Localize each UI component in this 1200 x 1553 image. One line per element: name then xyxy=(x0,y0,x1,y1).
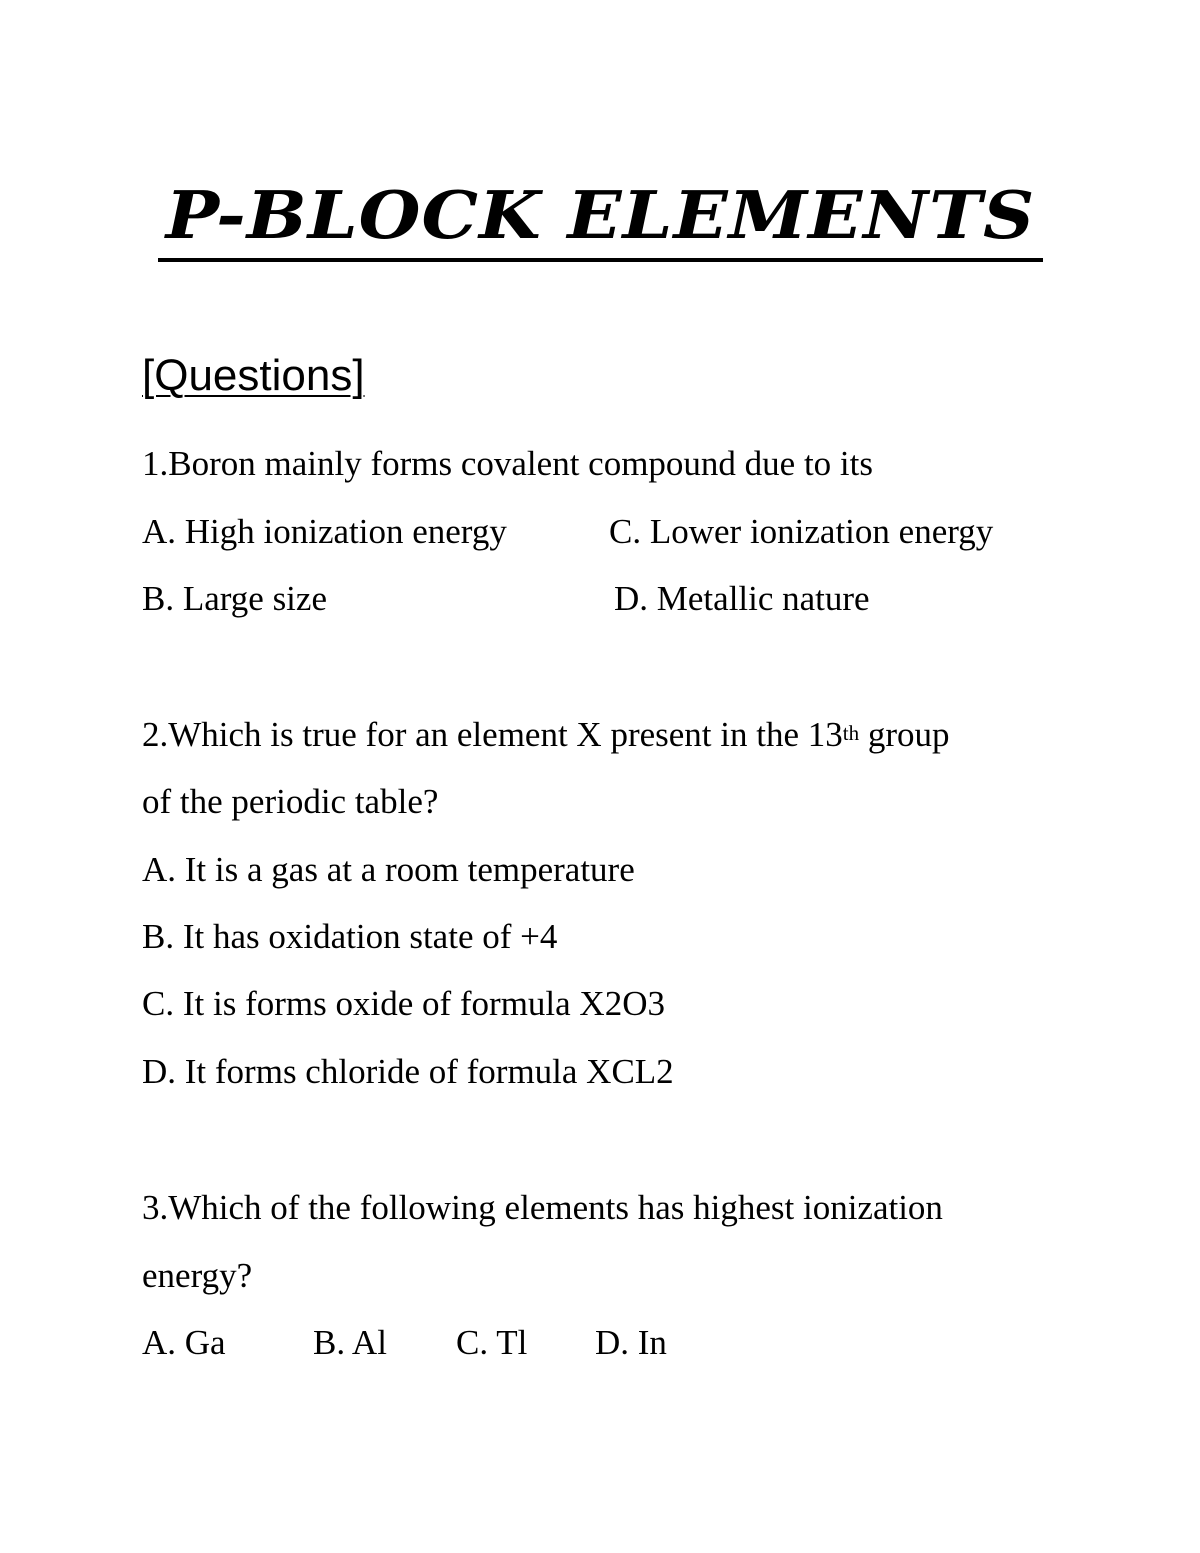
question-2-option-d: D. It forms chloride of formula XCL2 xyxy=(142,1052,674,1091)
question-3-option-d: D. In xyxy=(595,1323,667,1362)
page-title-text: P-BLOCK ELEMENTS xyxy=(165,176,1036,254)
question-2-option-b: B. It has oxidation state of +4 xyxy=(142,917,558,956)
question-2-stem-text-end: group xyxy=(859,715,950,754)
question-2-stem-line-2: of the periodic table? xyxy=(142,782,439,821)
question-3-stem: 3.Which of the following elements has highest ionization xyxy=(142,1188,943,1227)
question-1-option-d: D. Metallic nature xyxy=(614,579,870,618)
question-2-option-c: C. It is forms oxide of formula X2O3 xyxy=(142,984,665,1023)
question-1-option-b: B. Large size xyxy=(142,579,327,618)
title-underline xyxy=(158,258,1043,262)
section-heading: [Questions] xyxy=(142,351,365,400)
question-1-option-c: C. Lower ionization energy xyxy=(609,512,994,551)
question-2-option-a: A. It is a gas at a room temperature xyxy=(142,850,635,889)
question-3-option-c: C. Tl xyxy=(456,1323,528,1362)
question-2-stem-superscript: th xyxy=(842,721,860,745)
question-1-option-a: A. High ionization energy xyxy=(142,512,507,551)
question-3-option-a: A. Ga xyxy=(142,1323,226,1362)
question-1-stem: 1.Boron mainly forms covalent compound due to its xyxy=(142,444,874,483)
question-2-stem xyxy=(142,715,950,755)
page-title xyxy=(158,178,1043,264)
question-3-stem-line-2: energy? xyxy=(142,1256,253,1295)
question-2-stem-text: 2.Which is true for an element X present in the 13 xyxy=(142,715,843,754)
question-3-option-b: B. Al xyxy=(313,1323,387,1362)
